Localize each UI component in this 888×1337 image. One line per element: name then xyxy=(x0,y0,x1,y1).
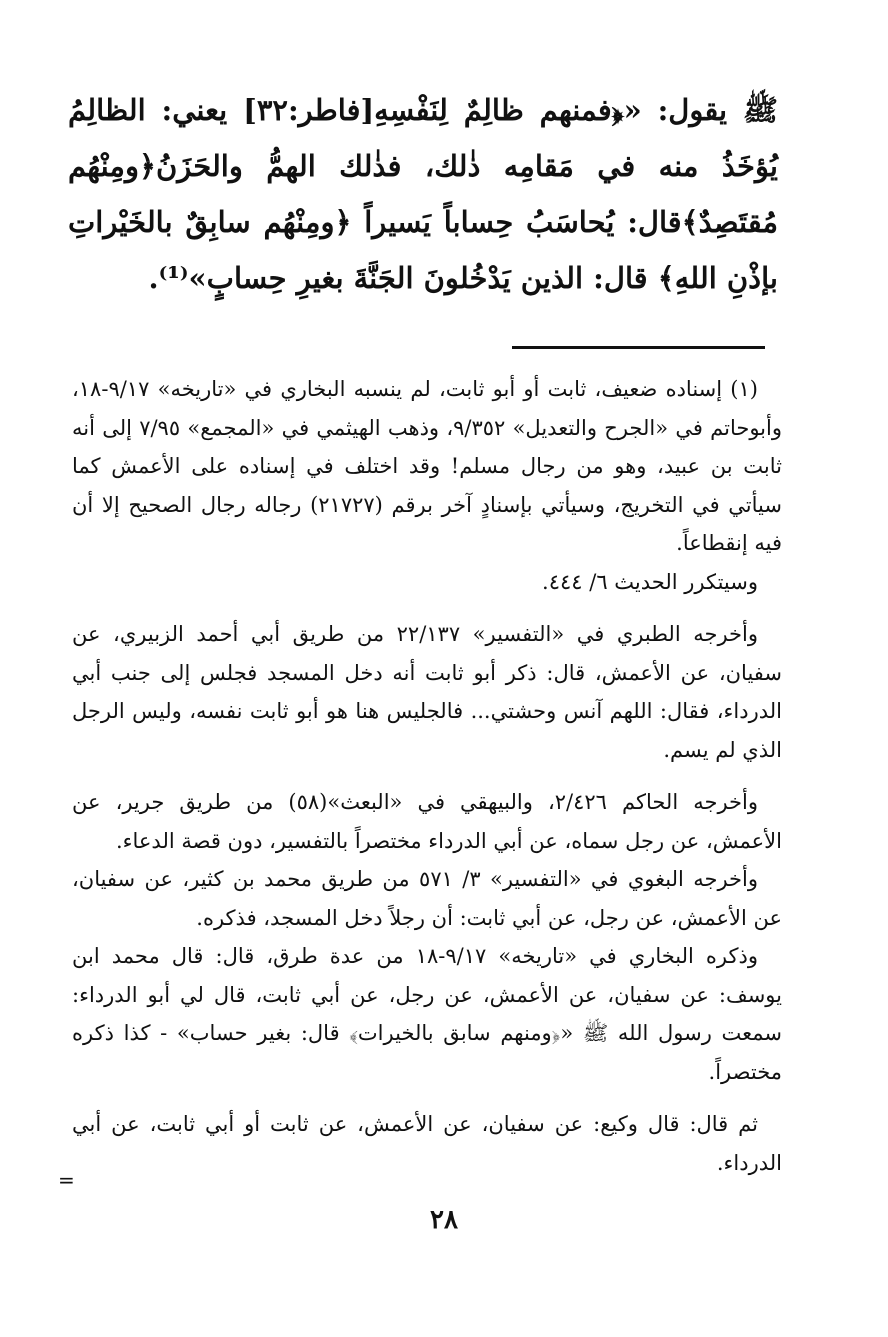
main-paragraph: ﷺ يقول: «﴿فمنهم ظالِمٌ لِنَفْسِهِ[فاطر:٣٢] يعني: الظالِمُ يُؤخَذُ منه في مَقامِه ذٰلك، فذٰلك الهمُّ والحَزَنُ﴿ومِنْهُم مُقتَصِدٌ﴾قال: يُحاسَبُ حِساباً يَسيراً ﴿ومِنْهُم سابِقٌ بالخَيْراتِ بإذْنِ اللهِ﴾ قال: الذين يَدْخُلونَ الجَنَّةَ بغيرِ حِسابٍ»⁽¹⁾. xyxy=(68,93,778,295)
footnote-paragraph: وسيتكرر الحديث ٦/ ٤٤٤. xyxy=(542,569,758,594)
main-text-block xyxy=(68,82,778,306)
footnote-paragraph: وأخرجه الحاكم ٢/٤٢٦، والبيهقي في «البعث»(٥٨) من طريق جرير، عن الأعمش، عن رجل سماه، عن أبي الدرداء مختصراً بالتفسير، دون قصة الدعاء. xyxy=(72,790,782,853)
footnote-separator xyxy=(512,346,765,349)
continuation-mark: = xyxy=(58,1168,75,1192)
footnotes-block xyxy=(72,370,782,1182)
footnote-paragraph: ثم قال: قال وكيع: عن سفيان، عن الأعمش، عن ثابت أو أبي ثابت، عن أبي الدرداء. xyxy=(72,1112,782,1175)
page-number: ٢٨ xyxy=(430,1205,458,1235)
footnote-paragraph: وذكره البخاري في «تاريخه» ٩/١٧-١٨ من عدة طرق، قال: قال محمد ابن يوسف: عن سفيان، عن الأعمش، عن رجل، عن أبي ثابت، قال لي أبو الدرداء: سمعت رسول الله ﷺ «﴿ومنهم سابق بالخيرات﴾ قال: بغير حساب» - كذا ذكره مختصراً. xyxy=(72,944,782,1084)
footnote-paragraph: وأخرجه الطبري في «التفسير» ٢٢/١٣٧ من طريق أبي أحمد الزبيري، عن سفيان، عن الأعمش، قال: ذكر أبو ثابت أنه دخل المسجد فجلس إلى جنب أبي الدرداء، فقال: اللهم آنس وحشتي... فالجليس هنا هو أبو ثابت نفسه، وليس الرجل الذي لم يسم. xyxy=(72,622,782,762)
footnote-paragraph: (١) إسناده ضعيف، ثابت أو أبو ثابت، لم ينسبه البخاري في «تاريخه» ٩/١٧-١٨، وأبوحاتم في «الجرح والتعديل» ٩/٣٥٢، وذهب الهيثمي في «المجمع» ٧/٩٥ إلى أنه ثابت بن عبيد، وهو من رجال مسلم! وقد اختلف في إسناده على الأعمش كما سيأتي في التخريج، وسيأتي بإسنادٍ آخر برقم (٢١٧٢٧) رجاله رجال الصحيح إلا أن فيه إنقطاعاً. xyxy=(72,377,783,555)
footnote-paragraph: وأخرجه البغوي في «التفسير» ٣/ ٥٧١ من طريق محمد بن كثير، عن سفيان، عن الأعمش، عن رجل، عن أبي ثابت: أن رجلاً دخل المسجد، فذكره. xyxy=(72,867,782,930)
